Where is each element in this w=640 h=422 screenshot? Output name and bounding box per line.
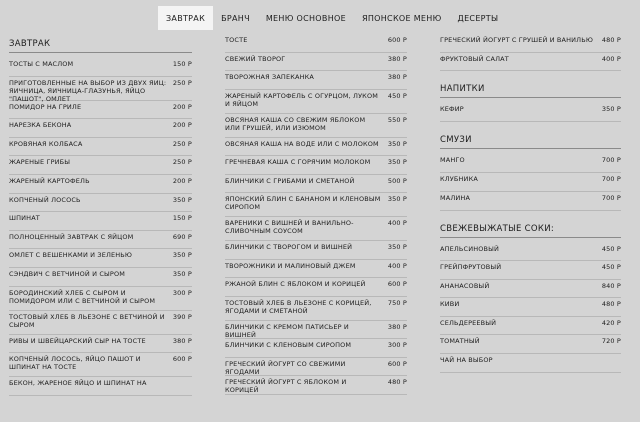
menu-item-name: КОПЧЕНЫЙ ЛОСОСЬ, ЯЙЦО ПАШОТ И ШПИНАТ НА ТОСТЕ (9, 355, 141, 372)
menu-item (9, 377, 192, 396)
menu-item-price: 600 Р (387, 36, 407, 44)
menu-item-name: БЕКОН, ЖАРЕНОЕ ЯЙЦО И ШПИНАТ НА (9, 379, 147, 388)
menu-item-price: 380 Р (172, 336, 192, 345)
menu-item-price: 480 Р (387, 378, 407, 386)
drinks-list (440, 103, 621, 122)
menu-item-price: 840 Р (601, 281, 621, 290)
menu-item-name: АПЕЛЬСИНОВЫЙ (440, 244, 500, 253)
menu-item-name: КОПЧЕНЫЙ ЛОСОСЬ (9, 195, 81, 204)
menu-item (225, 90, 407, 114)
menu-item-name: КИВИ (440, 300, 460, 309)
menu-item-price: 350 Р (172, 251, 192, 260)
menu-item-name: ТОМАТНЫЙ (440, 337, 480, 346)
menu-item-price: 300 Р (387, 341, 407, 349)
menu-item-price: 250 Р (172, 158, 192, 167)
section-title-drinks: НАПИТКИ (440, 79, 621, 98)
menu-item-name: СЭНДВИЧ С ВЕТЧИНОЙ И СЫРОМ (9, 269, 126, 278)
menu-item-price: 200 Р (172, 102, 192, 111)
menu-item-price: 450 Р (601, 244, 621, 253)
menu-item-name: ЧАЙ НА ВЫБОР (440, 356, 493, 365)
menu-item-name: НАРЕЗКА БЕКОНА (9, 121, 72, 130)
menu-item (225, 138, 407, 157)
menu-item (225, 193, 407, 217)
menu-item-price: 150 Р (172, 214, 192, 223)
menu-item-price: 600 Р (172, 355, 192, 364)
menu-item-name: БЛИНЧИКИ С ГРИБАМИ И СМЕТАНОЙ (225, 176, 355, 185)
menu-item-price: 700 Р (601, 155, 621, 164)
menu-item-name: ОВСЯНАЯ КАША СО СВЕЖИМ ЯБЛОКОМ ИЛИ ГРУШЕЙ, ИЛИ ИЗЮМОМ (225, 115, 366, 132)
menu-item-name: СЕЛЬДЕРЕЕВЫЙ (440, 318, 497, 327)
menu-item (440, 280, 621, 299)
menu-item (9, 138, 192, 157)
menu-item (225, 321, 407, 340)
menu-item (9, 268, 192, 287)
menu-item (225, 53, 407, 72)
smoothies-list (440, 154, 621, 211)
menu-item-price: 450 Р (387, 91, 407, 100)
menu-item (440, 53, 621, 72)
menu-item (9, 212, 192, 231)
menu-item-price: 480 Р (601, 300, 621, 309)
menu-item-price: 300 Р (172, 288, 192, 297)
menu-item-price: 600 Р (387, 280, 407, 288)
menu-item-name: ПРИГОТОВЛЕННЫЕ НА ВЫБОР ИЗ ДВУХ ЯИЦ: ЯИЧНИЦА, ЯИЧНИЦА-ГЛАЗУНЬЯ, ЯЙЦО "ПАШОТ", ОМЛЕТ (9, 78, 167, 103)
menu-item (9, 119, 192, 138)
menu-item (225, 156, 407, 175)
menu-item-name: ВАРЕНИКИ С ВИШНЕЙ И ВАНИЛЬНО-СЛИВОЧНЫМ СОУСОМ (225, 219, 354, 235)
menu-item-price: 250 Р (172, 139, 192, 148)
section-title-smoothies: СМУЗИ (440, 130, 621, 149)
menu-item (440, 173, 621, 192)
menu-item-price: 480 Р (601, 36, 621, 44)
menu-item (9, 353, 192, 377)
menu-item (9, 194, 192, 213)
menu-item (9, 249, 192, 268)
menu-item-name: ЖАРЕНЫЙ КАРТОФЕЛЬ (9, 176, 90, 185)
menu-item-name: БОРОДИНСКИЙ ХЛЕБ С СЫРОМ И ПОМИДОРОМ ИЛИ С ВЕТЧИНОЙ И СЫРОМ (9, 288, 156, 305)
menu-item-price: 690 Р (172, 232, 192, 241)
menu-item-name: ЯПОНСКИЙ БЛИН С БАНАНОМ И КЛЕНОВЫМ СИРОПОМ (225, 195, 381, 211)
menu-item-price: 350 Р (387, 195, 407, 203)
menu-item (9, 175, 192, 194)
menu-item-name: РЖАНОЙ БЛИН С ЯБЛОКОМ И КОРИЦЕЙ (225, 280, 366, 288)
menu-item-price: 150 Р (172, 60, 192, 68)
menu-item-name: МАНГО (440, 155, 465, 164)
menu-item-name: ФРУКТОВЫЙ САЛАТ (440, 54, 509, 63)
menu-item-price: 350 Р (387, 139, 407, 148)
menu-item-price: 200 Р (172, 176, 192, 185)
section-title-breakfast: ЗАВТРАК (9, 34, 192, 53)
menu-item (225, 339, 407, 358)
menu-item-price: 390 Р (172, 312, 192, 321)
menu-item (9, 156, 192, 175)
menu-item-name: КРОВЯНАЯ КОЛБАСА (9, 139, 83, 148)
menu-item-price: 720 Р (601, 337, 621, 346)
menu-item (225, 358, 407, 377)
menu-item (440, 103, 621, 122)
menu-item-price: 420 Р (601, 318, 621, 327)
juices-list (440, 243, 621, 373)
menu-item (225, 71, 407, 90)
menu-item-name: БЛИНЧИКИ С КРЕМОМ ПАТИСЬЕР И ВИШНЕЙ (225, 322, 349, 339)
menu-item-name: ОВСЯНАЯ КАША НА ВОДЕ ИЛИ С МОЛОКОМ (225, 139, 379, 148)
breakfast-list-1 (9, 58, 192, 396)
menu-item-name: ТОСТЫ С МАСЛОМ (9, 60, 74, 68)
menu-item (9, 287, 192, 311)
menu-item-price: 250 Р (172, 78, 192, 87)
menu-item-price: 350 Р (601, 105, 621, 113)
menu-item (9, 77, 192, 101)
menu-item-price: 500 Р (387, 176, 407, 185)
menu-item-price: 400 Р (387, 219, 407, 227)
menu-item-name: БЛИНЧИКИ С КЛЕНОВЫМ СИРОПОМ (225, 341, 352, 349)
menu-item-name: КЕФИР (440, 105, 464, 113)
menu-item-name: БЛИНЧИКИ С ТВОРОГОМ И ВИШНЕЙ (225, 243, 353, 251)
menu-item-name: ГРЕЧЕСКИЙ ЙОГУРТ С ГРУШЕЙ И ВАНИЛЬЮ (440, 36, 593, 44)
menu-item (225, 217, 407, 241)
menu-item-price: 400 Р (387, 261, 407, 270)
menu-column-3 (440, 34, 621, 373)
menu-item (9, 335, 192, 354)
menu-item (9, 58, 192, 77)
menu-item-price: 350 Р (172, 269, 192, 278)
menu-item (225, 34, 407, 53)
menu-item (225, 241, 407, 260)
menu-item-name: ТВОРОЖНАЯ ЗАПЕКАНКА (225, 73, 314, 81)
menu-item (440, 261, 621, 280)
menu-item (440, 192, 621, 211)
menu-tabs (158, 6, 506, 30)
menu-column-1 (9, 34, 192, 396)
tab-breakfast[interactable]: ЗАВТРАК (158, 6, 213, 30)
menu-item-name: СВЕЖИЙ ТВОРОГ (225, 54, 286, 63)
menu-item-name: МАЛИНА (440, 193, 471, 202)
menu-item (225, 260, 407, 279)
menu-item (9, 101, 192, 120)
menu-item-name: ГРЕЧЕСКИЙ ЙОГУРТ СО СВЕЖИМИ ЯГОДАМИ (225, 359, 346, 376)
menu-item-name: ЖАРЕНЫЕ ГРИБЫ (9, 158, 71, 167)
tab-japanese-menu[interactable]: ЯПОНСКОЕ МЕНЮ (361, 13, 442, 23)
menu-item (9, 311, 192, 335)
menu-item-price: 380 Р (387, 73, 407, 81)
menu-item-name: ЖАРЕНЫЙ КАРТОФЕЛЬ С ОГУРЦОМ, ЛУКОМ И ЯЙЦОМ (225, 91, 378, 108)
menu-item-price: 350 Р (172, 195, 192, 204)
menu-item (440, 354, 621, 373)
menu-item-name: ТОСТЕ (225, 36, 248, 44)
tab-desserts[interactable]: ДЕСЕРТЫ (457, 13, 499, 23)
menu-item-name: КЛУБНИКА (440, 174, 478, 183)
menu-item-price: 350 Р (387, 243, 407, 251)
menu-item-price: 380 Р (387, 54, 407, 63)
menu-item-name: ТОСТОВЫЙ ХЛЕБ В ЛЬЕЗОНЕ С КОРИЦЕЙ, ЯГОДАМИ И СМЕТАНОЙ (225, 298, 372, 315)
menu-item-price: 700 Р (601, 193, 621, 202)
menu-item-price: 600 Р (387, 359, 407, 368)
menu-item (225, 376, 407, 395)
menu-item-name: ГРЕЧНЕВАЯ КАША С ГОРЯЧИМ МОЛОКОМ (225, 158, 371, 166)
section-title-juices: СВЕЖЕВЫЖАТЫЕ СОКИ: (440, 219, 621, 238)
menu-item (440, 34, 621, 53)
menu-item (225, 114, 407, 138)
menu-item-name: ПОЛНОЦЕННЫЙ ЗАВТРАК С ЯЙЦОМ (9, 232, 134, 241)
menu-item-name: ГРЕЙПФРУТОВЫЙ (440, 263, 502, 272)
menu-item-name: АНАНАСОВЫЙ (440, 281, 490, 290)
menu-item (440, 335, 621, 354)
menu-item (225, 175, 407, 194)
breakfast-list-2 (225, 34, 407, 395)
menu-item-price: 380 Р (387, 322, 407, 331)
menu-item-name: РИВЫ И ШВЕЙЦАРСКИЙ СЫР НА ТОСТЕ (9, 336, 146, 345)
menu-item-price: 550 Р (387, 115, 407, 124)
menu-item-name: ПОМИДОР НА ГРИЛЕ (9, 102, 82, 111)
menu-item-name: ОМЛЕТ С ВЕШЕНКАМИ И ЗЕЛЕНЬЮ (9, 251, 133, 260)
menu-item-name: ШПИНАТ (9, 214, 40, 223)
menu-item (440, 298, 621, 317)
menu-item-name: ГРЕЧЕСКИЙ ЙОГУРТ С ЯБЛОКОМ И КОРИЦЕЙ (225, 378, 347, 394)
menu-item (9, 231, 192, 250)
menu-item (440, 243, 621, 262)
menu-item-name: ТОСТОВЫЙ ХЛЕБ В ЛЬЕЗОНЕ С ВЕТЧИНОЙ И СЫРОМ (9, 312, 165, 329)
menu-column-2 (225, 34, 407, 395)
menu-item-name: ТВОРОЖНИКИ И МАЛИНОВЫЙ ДЖЕМ (225, 261, 356, 270)
menu-item (225, 297, 407, 321)
menu-item-price: 200 Р (172, 121, 192, 130)
menu-item-price: 350 Р (387, 158, 407, 166)
menu-item-price: 450 Р (601, 263, 621, 272)
tab-main-menu[interactable]: МЕНЮ ОСНОВНОЕ (265, 13, 346, 23)
menu-item (225, 278, 407, 297)
breakfast-list-3 (440, 34, 621, 71)
menu-item-price: 750 Р (387, 298, 407, 307)
menu-item (440, 317, 621, 336)
menu-item (440, 154, 621, 173)
menu-item-price: 400 Р (601, 54, 621, 63)
tab-brunch[interactable]: БРАНЧ (221, 13, 250, 23)
menu-item-price: 700 Р (601, 174, 621, 183)
